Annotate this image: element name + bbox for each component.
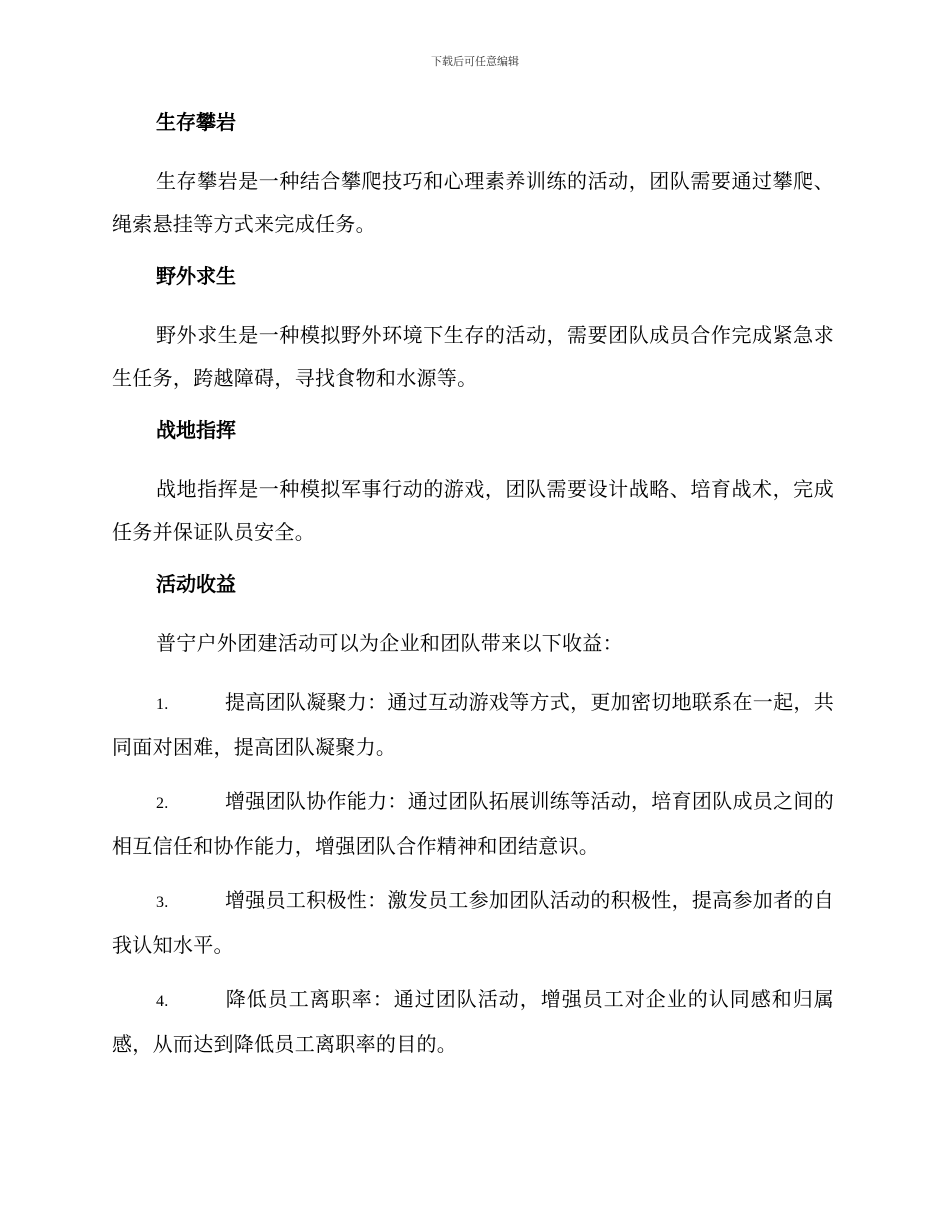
list-text: 提高团队凝聚力：通过互动游戏等方式，更加密切地联系在一起，共同面对困难，提高团队凝聚力。 (112, 690, 834, 759)
section-heading-benefits: 活动收益 (156, 572, 236, 596)
list-number: 4. (156, 993, 169, 1010)
list-item (112, 681, 834, 769)
section-heading-wilderness-survival: 野外求生 (156, 264, 236, 288)
benefits-intro: 普宁户外团建活动可以为企业和团队带来以下收益： (156, 631, 623, 655)
section-paragraph-field-command: 战地指挥是一种模拟军事行动的游戏，团队需要设计战略、培育战术，完成任务并保证队员安全。 (112, 477, 834, 544)
page-header: 下载后可任意编辑 (431, 55, 519, 68)
list-number: 3. (156, 894, 169, 911)
section-heading-field-command: 战地指挥 (156, 418, 236, 442)
section-paragraph-survival-climbing: 生存攀岩是一种结合攀爬技巧和心理素养训练的活动，团队需要通过攀爬、绳索悬挂等方式来完成任务。 (112, 169, 834, 236)
list-text: 增强团队协作能力：通过团队拓展训练等活动，培育团队成员之间的相互信任和协作能力，增强团队合作精神和团结意识。 (112, 789, 834, 858)
list-item (112, 879, 834, 967)
section-heading-survival-climbing: 生存攀岩 (156, 110, 236, 134)
list-number: 2. (156, 795, 169, 812)
document-body (112, 108, 834, 1077)
list-text: 降低员工离职率：通过团队活动，增强员工对企业的认同感和归属感，从而达到降低员工离职率的目的。 (112, 987, 834, 1056)
section-paragraph-wilderness-survival: 野外求生是一种模拟野外环境下生存的活动，需要团队成员合作完成紧急求生任务，跨越障碍，寻找食物和水源等。 (112, 323, 834, 390)
list-item (112, 978, 834, 1066)
list-number: 1. (156, 696, 169, 713)
list-text: 增强员工积极性：激发员工参加团队活动的积极性，提高参加者的自我认知水平。 (112, 888, 834, 957)
list-item (112, 780, 834, 868)
